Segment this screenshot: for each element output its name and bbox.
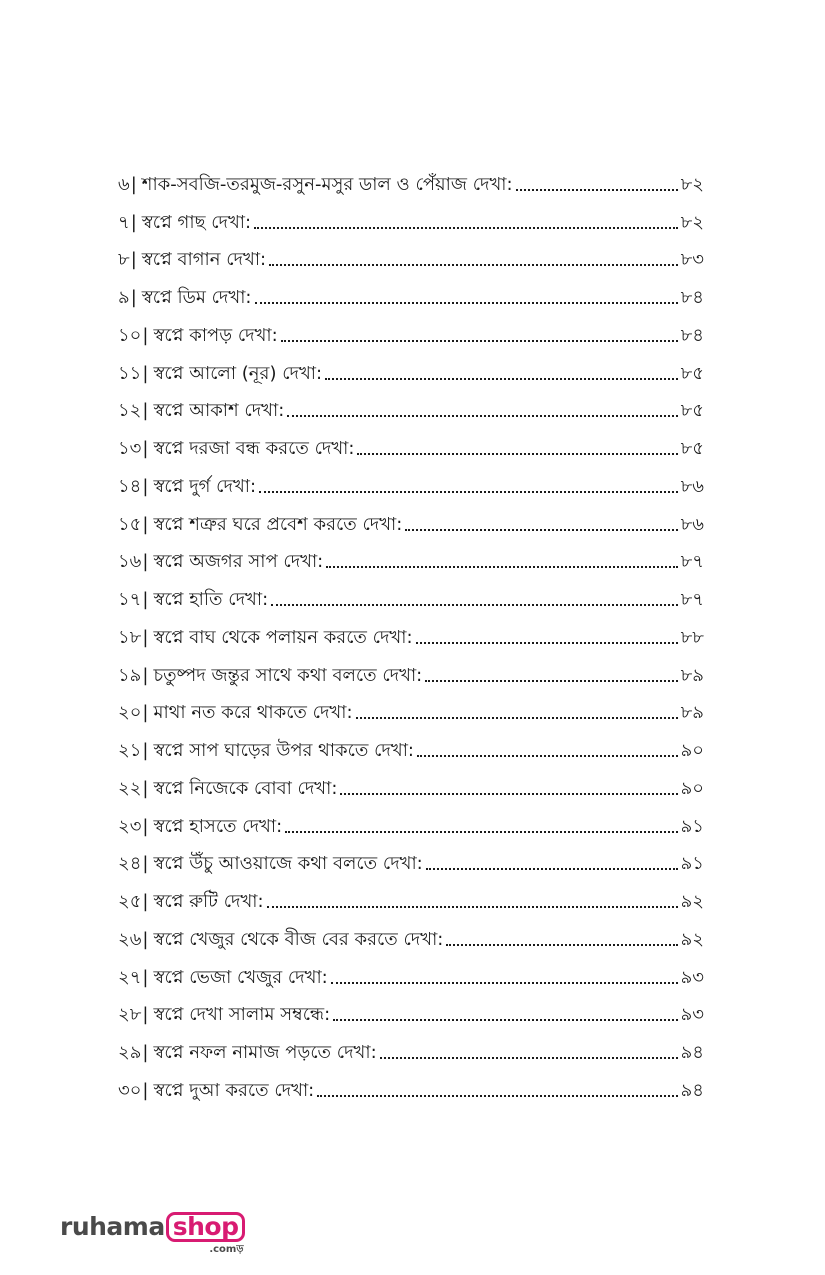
entry-page-number: ৯৩ [680,966,704,988]
entry-page-number: ৮২ [680,173,704,195]
entry-title: স্বপ্নে সাপ ঘাড়ের উপর থাকতে দেখা: [153,740,414,762]
entry-title: স্বপ্নে আকাশ দেখা: [153,400,285,422]
toc-entry [118,506,704,544]
toc-entry [118,1034,704,1072]
entry-title: স্বপ্নে গাছ দেখা: [141,211,252,233]
entry-title: চতুষ্পদ জন্তুর সাথে কথা বলতে দেখা: [153,664,423,686]
entry-title: স্বপ্নে অজগর সাপ দেখা: [153,551,324,573]
toc-entry [118,393,704,431]
toc-entry [118,770,704,808]
entry-page-number: ৮৫ [680,438,704,460]
entry-separator: | [142,777,149,799]
dot-leader [357,440,677,458]
entry-separator: | [142,400,149,422]
toc-entry [118,921,704,959]
dot-leader [285,818,677,836]
entry-separator: | [142,475,149,497]
entry-separator: | [142,1042,149,1064]
toc-entry [118,695,704,733]
toc-entry [118,166,704,204]
entry-page-number: ৮৫ [680,362,704,384]
entry-number: ৮ [118,249,130,271]
entry-separator: | [142,853,149,875]
entry-page-number: ৮৪ [680,287,704,309]
dot-leader [340,780,677,798]
toc-entry [118,808,704,846]
toc-entry [118,204,704,242]
dot-leader [331,969,678,987]
dot-leader [333,1006,677,1024]
entry-title: স্বপ্নে ডিম দেখা: [141,287,252,309]
entry-title: স্বপ্নে বাঘ থেকে পলায়ন করতে দেখা: [153,626,413,648]
entry-number: ৭ [118,211,130,233]
entry-title: স্বপ্নে দুআ করতে দেখা: [153,1079,315,1101]
dot-leader [271,591,677,609]
entry-number: ২৮ [118,1004,142,1026]
entry-separator: | [142,702,149,724]
logo-accent-box [166,1212,246,1255]
entry-page-number: ৮৯ [680,664,704,686]
entry-page-number: ৯৪ [680,1042,704,1064]
entry-number: ৯ [118,287,130,309]
entry-number: ১৪ [118,475,142,497]
toc-entry [118,317,704,355]
toc-entry [118,581,704,619]
dot-leader [317,1082,677,1100]
entry-number: ২০ [118,702,142,724]
entry-page-number: ৮৭ [680,589,704,611]
dot-leader [259,478,678,496]
toc-entry [118,619,704,657]
toc-entry [118,883,704,921]
entry-title: স্বপ্নে উঁচু আওয়াজে কথা বলতে দেখা: [153,853,423,875]
entry-separator: | [142,891,149,913]
entry-page-number: ৯৪ [680,1079,704,1101]
entry-separator: | [142,551,149,573]
entry-separator: | [130,173,137,195]
entry-title: স্বপ্নে বাগান দেখা: [141,249,267,271]
entry-page-number: ৯২ [680,928,704,950]
entry-page-number: ৯৩ [680,1004,704,1026]
toc-entry [118,430,704,468]
entry-separator: | [142,740,149,762]
toc-entry [118,657,704,695]
entry-title: স্বপ্নে কাপড় দেখা: [153,324,278,346]
entry-title: স্বপ্নে আলো (নূর) দেখা: [153,362,323,384]
dot-leader [380,1044,678,1062]
entry-page-number: ৯২ [680,891,704,913]
entry-title: স্বপ্নে নিজেকে বোবা দেখা: [153,777,338,799]
toc-entry [118,279,704,317]
entry-separator: | [142,1004,149,1026]
entry-separator: | [142,438,149,460]
entry-separator: | [142,362,149,384]
entry-separator: | [130,211,137,233]
dot-leader [269,251,678,269]
entry-number: ২২ [118,777,142,799]
toc-entry [118,544,704,582]
logo-wordmark: ruhama [60,1212,165,1241]
entry-title: শাক-সবজি-তরমুজ-রসুন-মসুর ডাল ও পেঁয়াজ দেখা: [141,173,513,195]
entry-title: স্বপ্নে হাতি দেখা: [153,589,269,611]
dot-leader [426,855,678,873]
entry-separator: | [130,287,137,309]
entry-number: ১৯ [118,664,142,686]
entry-number: ২৫ [118,891,142,913]
dot-leader [356,704,678,722]
entry-separator: | [142,966,149,988]
toc-entry [118,846,704,884]
entry-number: ১২ [118,400,142,422]
entry-separator: | [142,589,149,611]
entry-separator: | [142,664,149,686]
dot-leader [281,327,678,345]
entry-number: ২৪ [118,853,142,875]
entry-title: স্বপ্নে দেখা সালাম সম্বন্ধে: [153,1004,331,1026]
entry-page-number: ৮৬ [680,513,704,535]
toc-entry [118,355,704,393]
entry-number: ১১ [118,362,142,384]
toc-entry [118,1072,704,1110]
entry-number: ১৬ [118,551,142,573]
dot-leader [255,289,678,307]
entry-number: ২৩ [118,815,142,837]
entry-page-number: ৮৫ [680,400,704,422]
dot-leader [254,214,678,232]
entry-title: স্বপ্নে শত্রুর ঘরে প্রবেশ করতে দেখা: [153,513,403,535]
entry-title: স্বপ্নে খেজুর থেকে বীজ বের করতে দেখা: [153,928,444,950]
entry-number: ৬ [118,173,130,195]
entry-number: ১৭ [118,589,142,611]
entry-separator: | [142,513,149,535]
entry-separator: | [142,928,149,950]
entry-title: স্বপ্নে দরজা বন্ধ করতে দেখা: [153,438,355,460]
entry-title: স্বপ্নে হাসতে দেখা: [153,815,283,837]
dot-leader [425,667,677,685]
dot-leader [325,365,678,383]
entry-separator: | [142,324,149,346]
entry-page-number: ৮৭ [680,551,704,573]
toc-entry [118,959,704,997]
entry-page-number: ৮৯ [680,702,704,724]
entry-number: ১৩ [118,438,142,460]
entry-number: ২৬ [118,928,142,950]
entry-number: ২৯ [118,1042,142,1064]
toc-entry [118,242,704,280]
entry-page-number: ৮৬ [680,475,704,497]
entry-page-number: ৮৩ [680,249,704,271]
dot-leader [405,516,677,534]
entry-title: মাথা নত করে থাকতে দেখা: [153,702,353,724]
toc-entry [118,997,704,1035]
entry-page-number: ৯০ [680,777,704,799]
dot-leader [416,629,678,647]
entry-title: স্বপ্নে দুর্গ দেখা: [153,475,257,497]
toc-entry [118,732,704,770]
entry-separator: | [142,1079,149,1101]
entry-number: ২১ [118,740,142,762]
entry-page-number: ৯১ [680,815,704,837]
ruhama-shop-logo [60,1212,245,1255]
dot-leader [326,553,677,571]
entry-separator: | [130,249,137,271]
dot-leader [417,742,678,760]
entry-page-number: ৯১ [680,853,704,875]
entry-separator: | [142,626,149,648]
dot-leader [446,931,677,949]
logo-accent-text: shop [166,1212,246,1242]
entry-page-number: ৮২ [680,211,704,233]
entry-title: স্বপ্নে ভেজা খেজুর দেখা: [153,966,328,988]
dot-leader [267,893,678,911]
table-of-contents [118,166,704,1110]
entry-number: ২৭ [118,966,142,988]
entry-title: স্বপ্নে নফল নামাজ পড়তে দেখা: [153,1042,377,1064]
entry-number: ১০ [118,324,142,346]
entry-page-number: ৮৮ [680,626,704,648]
toc-entry [118,468,704,506]
entry-page-number: ৯০ [680,740,704,762]
entry-title: স্বপ্নে রুটি দেখা: [153,891,264,913]
entry-number: ১৫ [118,513,142,535]
entry-number: ৩০ [118,1079,142,1101]
entry-page-number: ৮৪ [680,324,704,346]
entry-separator: | [142,815,149,837]
dot-leader [287,402,677,420]
logo-domain-text: .comড় [209,1244,244,1255]
entry-number: ১৮ [118,626,142,648]
dot-leader [516,176,678,194]
